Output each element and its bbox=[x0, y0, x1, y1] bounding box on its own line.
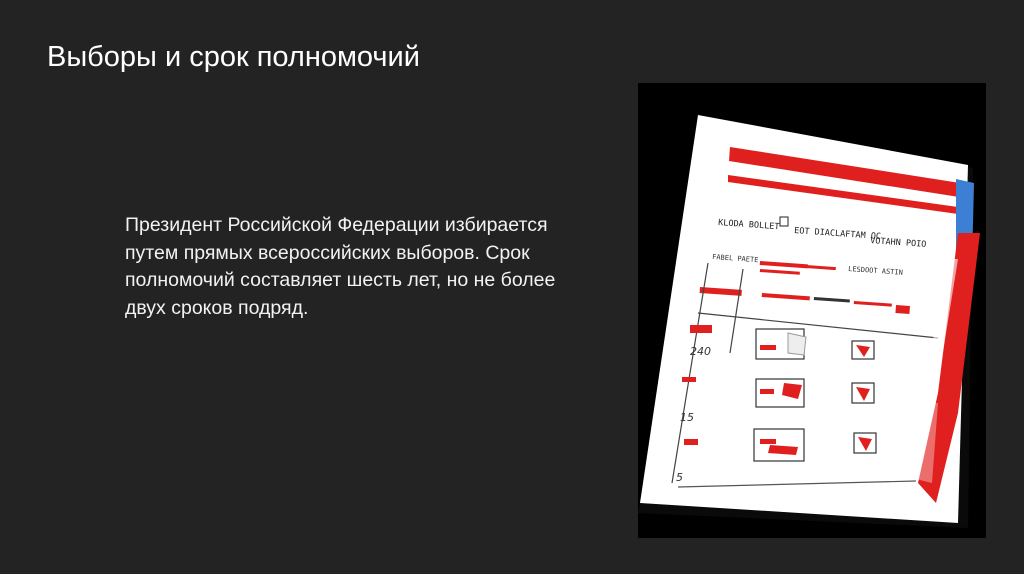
row-label: FABEL PAETE bbox=[711, 253, 759, 265]
slide-title: Выборы и срок полномочий bbox=[47, 41, 420, 73]
row-label: LESDOOT ASTIN bbox=[847, 265, 904, 277]
marginal-number: 5 bbox=[676, 471, 683, 484]
marginal-number: 240 bbox=[690, 345, 711, 358]
header-label: KLODA BOLLET bbox=[717, 218, 780, 233]
header-label: VOTAHN POIO bbox=[869, 236, 927, 250]
marginal-number: 15 bbox=[680, 411, 694, 424]
ballot-illustration bbox=[638, 83, 986, 538]
header-label: EOT DIACLAFTAM OC bbox=[793, 226, 882, 243]
slide-body-text: Президент Российской Федерации избирается путем прямых всероссийских выборов. Срок полномочий составляет шесть лет, но не более двух сроков подряд. bbox=[125, 214, 556, 319]
ballot-paper-image bbox=[638, 83, 986, 538]
